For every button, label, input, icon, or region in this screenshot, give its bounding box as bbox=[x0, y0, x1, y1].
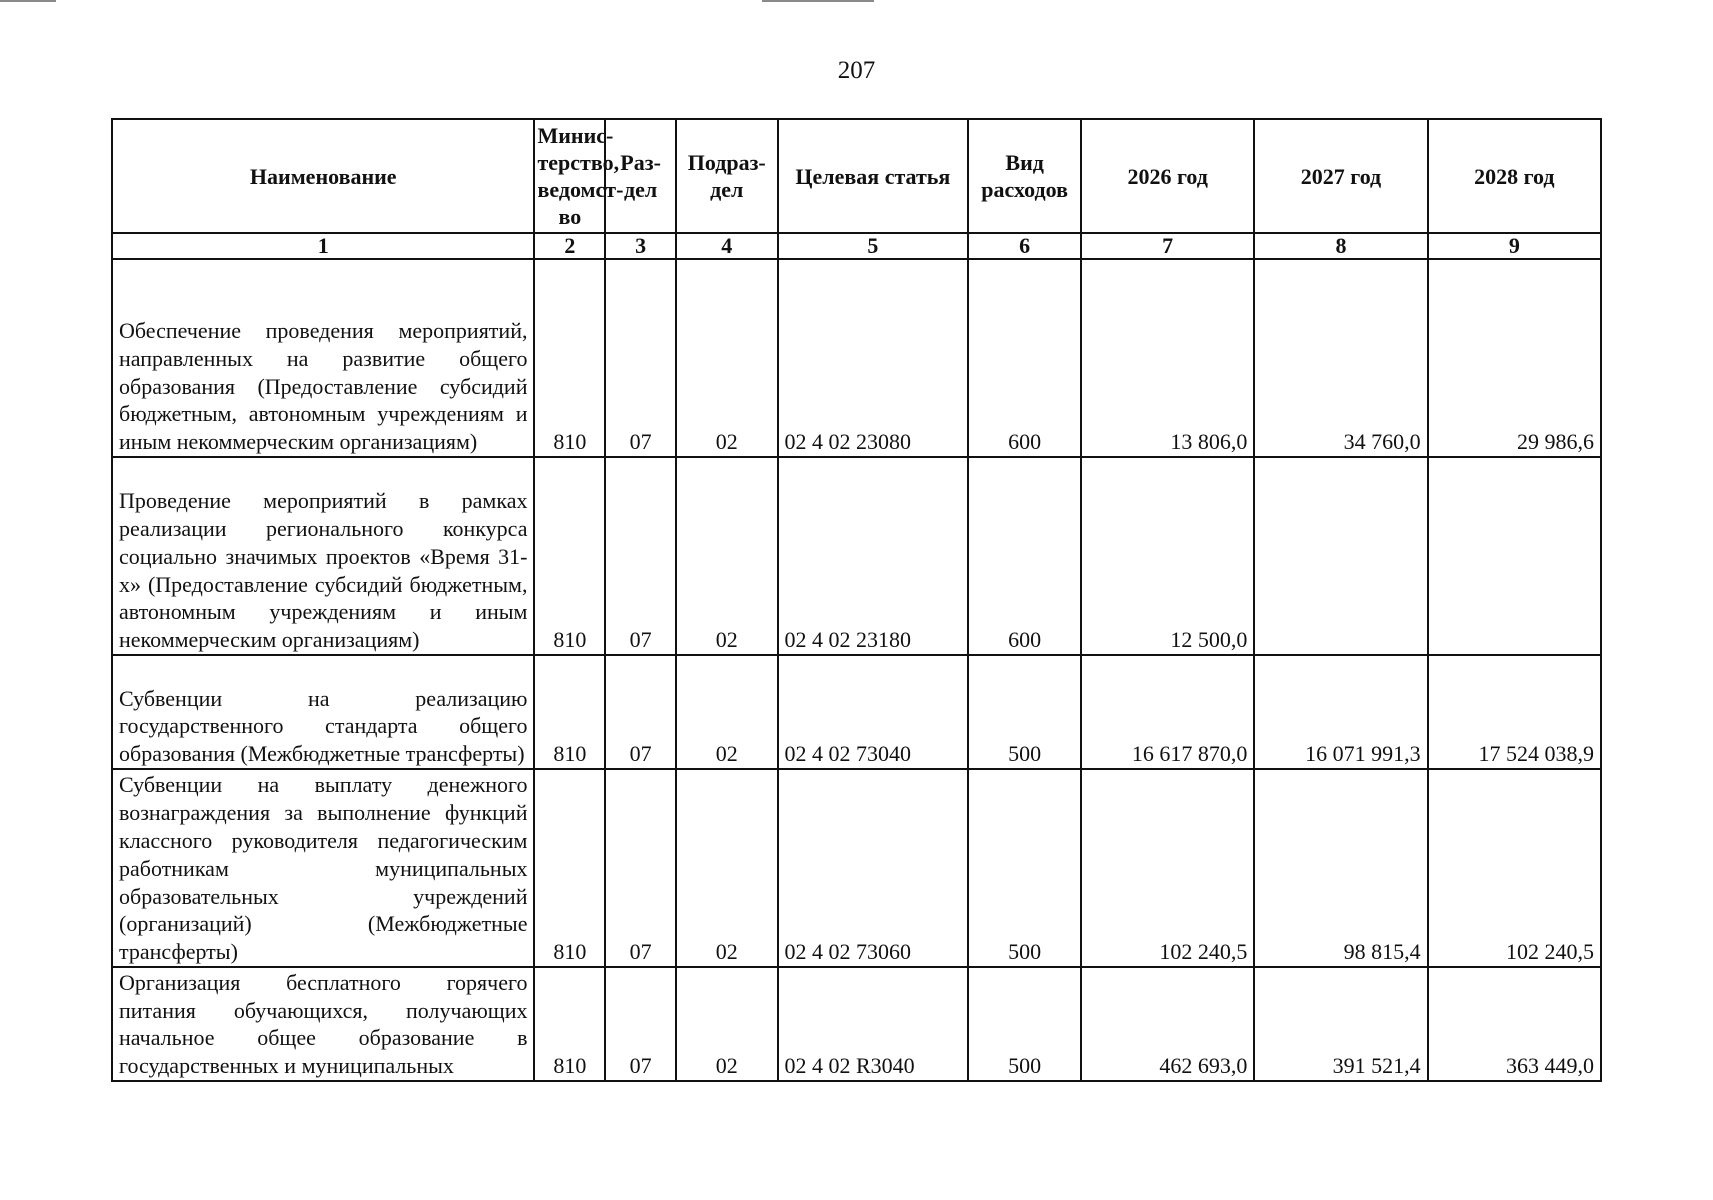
ministry-code: 810 bbox=[534, 457, 605, 655]
amount-2026: 16 617 870,0 bbox=[1081, 655, 1254, 769]
expense-name: Обеспечение проведения мероприятий, направленных на развитие общего образования (Предоставление субсидий бюджетным, автономным учреждениям и иным некоммерческим организациям) bbox=[112, 259, 534, 457]
column-number: 7 bbox=[1081, 233, 1254, 259]
column-number: 8 bbox=[1254, 233, 1427, 259]
subsection-code: 02 bbox=[676, 457, 778, 655]
header-section: Раз-дел bbox=[605, 119, 676, 233]
expense-type-code: 600 bbox=[968, 457, 1081, 655]
expense-type-code: 600 bbox=[968, 259, 1081, 457]
amount-2027: 391 521,4 bbox=[1254, 967, 1427, 1081]
column-number: 3 bbox=[605, 233, 676, 259]
scan-mark-top-left bbox=[0, 0, 56, 2]
amount-2028: 17 524 038,9 bbox=[1428, 655, 1601, 769]
target-article-code: 02 4 02 23080 bbox=[778, 259, 969, 457]
header-ministry: Минис-терство, ведомст-во bbox=[534, 119, 605, 233]
table-row bbox=[112, 655, 1601, 769]
amount-2027: 34 760,0 bbox=[1254, 259, 1427, 457]
subsection-code: 02 bbox=[676, 769, 778, 967]
column-number-row bbox=[112, 233, 1601, 259]
section-code: 07 bbox=[605, 967, 676, 1081]
ministry-code: 810 bbox=[534, 655, 605, 769]
table-row bbox=[112, 769, 1601, 967]
amount-2028: 363 449,0 bbox=[1428, 967, 1601, 1081]
ministry-code: 810 bbox=[534, 967, 605, 1081]
page-number: 207 bbox=[837, 57, 876, 84]
scan-mark-top-center bbox=[762, 0, 874, 2]
header-subsection: Подраз-дел bbox=[676, 119, 778, 233]
expense-name: Субвенции на реализацию государственного стандарта общего образования (Межбюджетные трансферты) bbox=[112, 655, 534, 769]
budget-table bbox=[111, 118, 1602, 1082]
subsection-code: 02 bbox=[676, 259, 778, 457]
section-code: 07 bbox=[605, 259, 676, 457]
header-target-article: Целевая статья bbox=[778, 119, 969, 233]
table-row bbox=[112, 967, 1601, 1081]
column-number: 9 bbox=[1428, 233, 1601, 259]
header-year-2026: 2026 год bbox=[1081, 119, 1254, 233]
column-number: 5 bbox=[778, 233, 969, 259]
amount-2027 bbox=[1254, 457, 1427, 655]
expense-type-code: 500 bbox=[968, 655, 1081, 769]
target-article-code: 02 4 02 73040 bbox=[778, 655, 969, 769]
amount-2026: 13 806,0 bbox=[1081, 259, 1254, 457]
header-name: Наименование bbox=[112, 119, 534, 233]
column-number: 1 bbox=[112, 233, 534, 259]
target-article-code: 02 4 02 23180 bbox=[778, 457, 969, 655]
column-number: 6 bbox=[968, 233, 1081, 259]
column-number: 2 bbox=[534, 233, 605, 259]
expense-name: Проведение мероприятий в рамках реализации регионального конкурса социально значимых проектов «Время 31-х» (Предоставление субсидий бюджетным, автономным учреждениям и иным некоммерческим организациям) bbox=[112, 457, 534, 655]
amount-2028: 29 986,6 bbox=[1428, 259, 1601, 457]
column-number: 4 bbox=[676, 233, 778, 259]
ministry-code: 810 bbox=[534, 769, 605, 967]
target-article-code: 02 4 02 73060 bbox=[778, 769, 969, 967]
header-year-2028: 2028 год bbox=[1428, 119, 1601, 233]
section-code: 07 bbox=[605, 769, 676, 967]
table-row bbox=[112, 457, 1601, 655]
subsection-code: 02 bbox=[676, 655, 778, 769]
expense-name: Организация бесплатного горячего питания обучающихся, получающих начальное общее образование в государственных и муниципальных bbox=[112, 967, 534, 1081]
expense-type-code: 500 bbox=[968, 967, 1081, 1081]
header-expense-type: Вид расходов bbox=[968, 119, 1081, 233]
expense-type-code: 500 bbox=[968, 769, 1081, 967]
section-code: 07 bbox=[605, 655, 676, 769]
table-row bbox=[112, 259, 1601, 457]
amount-2027: 16 071 991,3 bbox=[1254, 655, 1427, 769]
amount-2026: 102 240,5 bbox=[1081, 769, 1254, 967]
amount-2028: 102 240,5 bbox=[1428, 769, 1601, 967]
amount-2026: 462 693,0 bbox=[1081, 967, 1254, 1081]
target-article-code: 02 4 02 R3040 bbox=[778, 967, 969, 1081]
header-year-2027: 2027 год bbox=[1254, 119, 1427, 233]
amount-2026: 12 500,0 bbox=[1081, 457, 1254, 655]
subsection-code: 02 bbox=[676, 967, 778, 1081]
section-code: 07 bbox=[605, 457, 676, 655]
ministry-code: 810 bbox=[534, 259, 605, 457]
amount-2028 bbox=[1428, 457, 1601, 655]
expense-name: Субвенции на выплату денежного вознаграждения за выполнение функций классного руководителя педагогическим работникам муниципальных образовательных учреждений (организаций) (Межбюджетные трансферты) bbox=[112, 769, 534, 967]
amount-2027: 98 815,4 bbox=[1254, 769, 1427, 967]
header-row bbox=[112, 119, 1601, 233]
